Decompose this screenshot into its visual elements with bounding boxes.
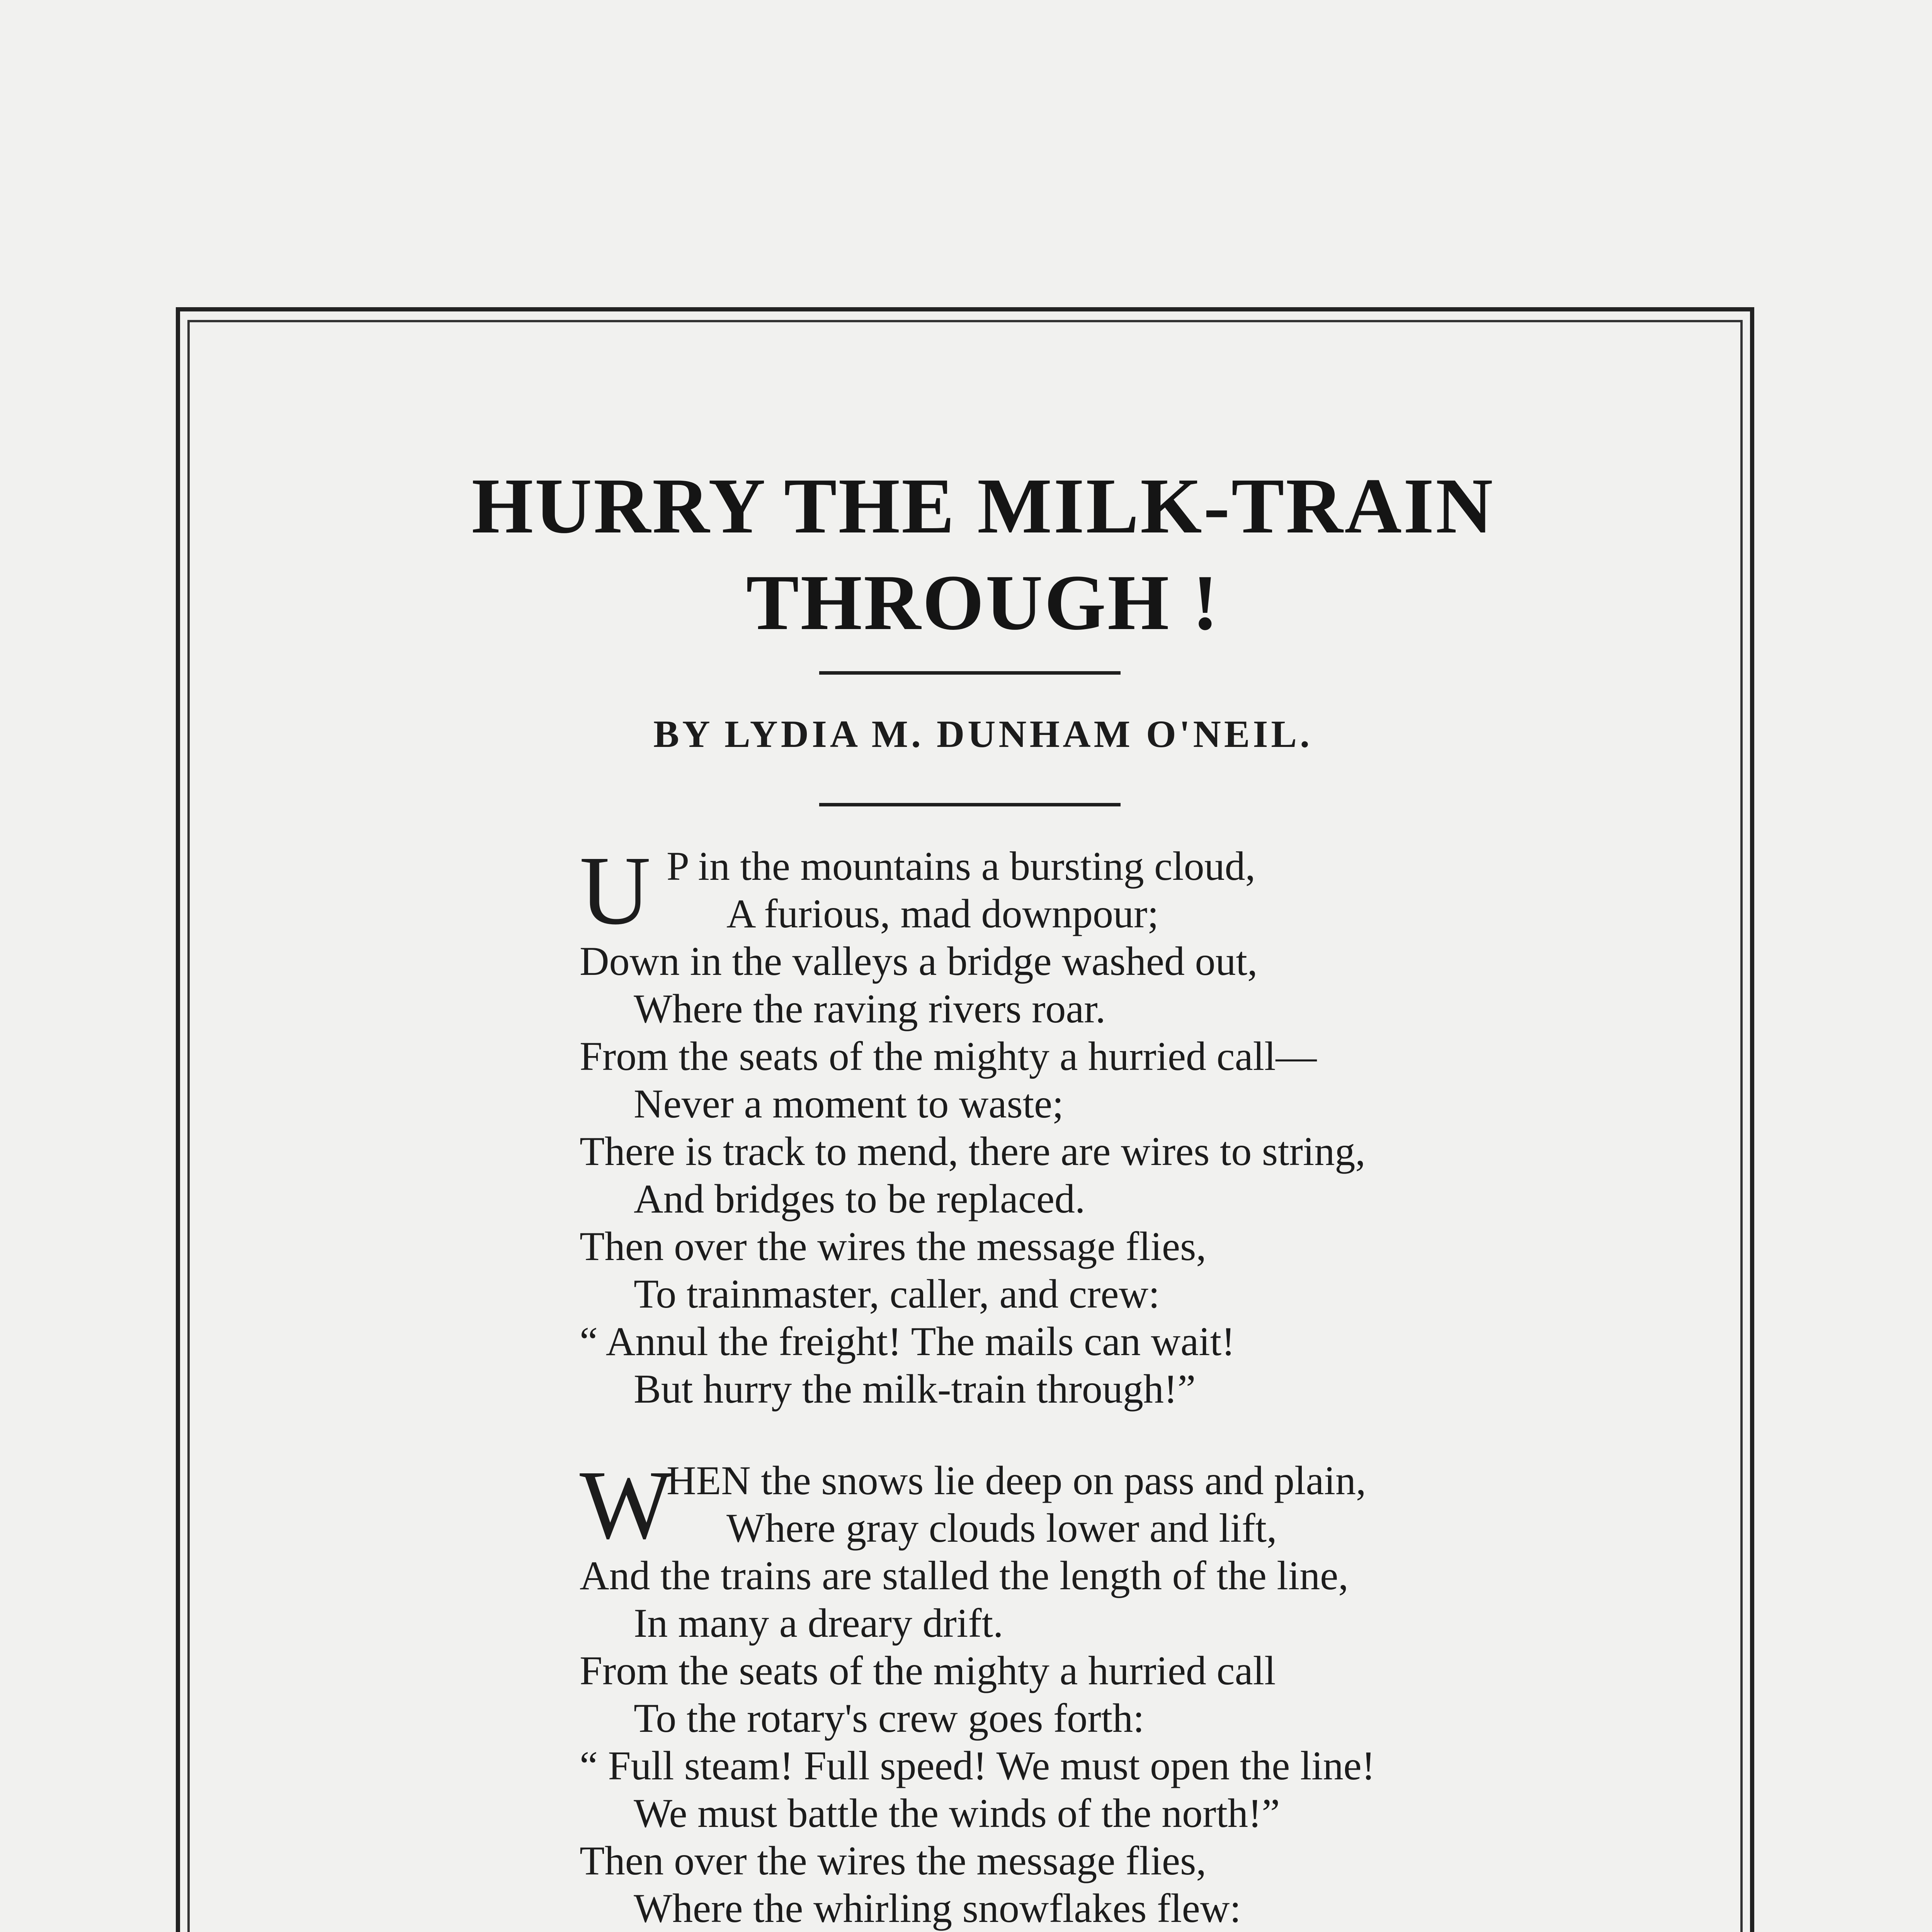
poem-byline: BY LYDIA M. DUNHAM O'NEIL. — [653, 713, 1313, 755]
stanza-line: But hurry the milk-train through!” — [634, 1366, 1196, 1412]
stanza-line: Never a moment to waste; — [634, 1081, 1064, 1126]
drop-cap: U — [580, 836, 651, 945]
stanza-line: And the trains are stalled the length of the line, — [580, 1553, 1349, 1598]
stanza-line: To trainmaster, caller, and crew: — [634, 1271, 1160, 1316]
stanza-1 — [580, 836, 1739, 1413]
stanza-line: P in the mountains a bursting cloud, — [667, 844, 1256, 889]
stanza-line: There is track to mend, there are wires to string, — [580, 1129, 1366, 1174]
stanza-line: Where gray clouds lower and lift, — [726, 1505, 1277, 1551]
stanza-line: Then over the wires the message flies, — [580, 1838, 1206, 1883]
stanza-line: Then over the wires the message flies, — [580, 1224, 1206, 1269]
stanza-line: “ Full steam! Full speed! We must open the line! — [580, 1743, 1376, 1788]
stanza-line: Down in the valleys a bridge washed out, — [580, 939, 1258, 984]
stanza-line: HEN the snows lie deep on pass and plain, — [667, 1458, 1366, 1503]
stanza-line: “ Annul the freight! The mails can wait! — [580, 1319, 1235, 1364]
stanza-line: Where the whirling snowflakes flew: — [634, 1886, 1241, 1931]
poem-title-line-2: THROUGH ! — [746, 559, 1220, 646]
stanza-line: In many a dreary drift. — [634, 1600, 1003, 1646]
stanza-line: And bridges to be replaced. — [634, 1176, 1085, 1221]
stanza-line: We must battle the winds of the north!” — [634, 1791, 1280, 1836]
stanza-line: From the seats of the mighty a hurried call— — [580, 1034, 1317, 1079]
poem-title-line-1: HURRY THE MILK-TRAIN — [471, 462, 1495, 550]
stanza-line: A furious, mad downpour; — [726, 891, 1159, 936]
title-divider-rule — [819, 671, 1121, 675]
drop-cap: W — [580, 1451, 673, 1560]
stanza-2 — [580, 1451, 1739, 1932]
byline-divider-rule — [819, 803, 1121, 806]
stanza-line: From the seats of the mighty a hurried call — [580, 1648, 1276, 1693]
stanza-line: To the rotary's crew goes forth: — [634, 1696, 1145, 1741]
stanza-line: Where the raving rivers roar. — [634, 986, 1106, 1031]
